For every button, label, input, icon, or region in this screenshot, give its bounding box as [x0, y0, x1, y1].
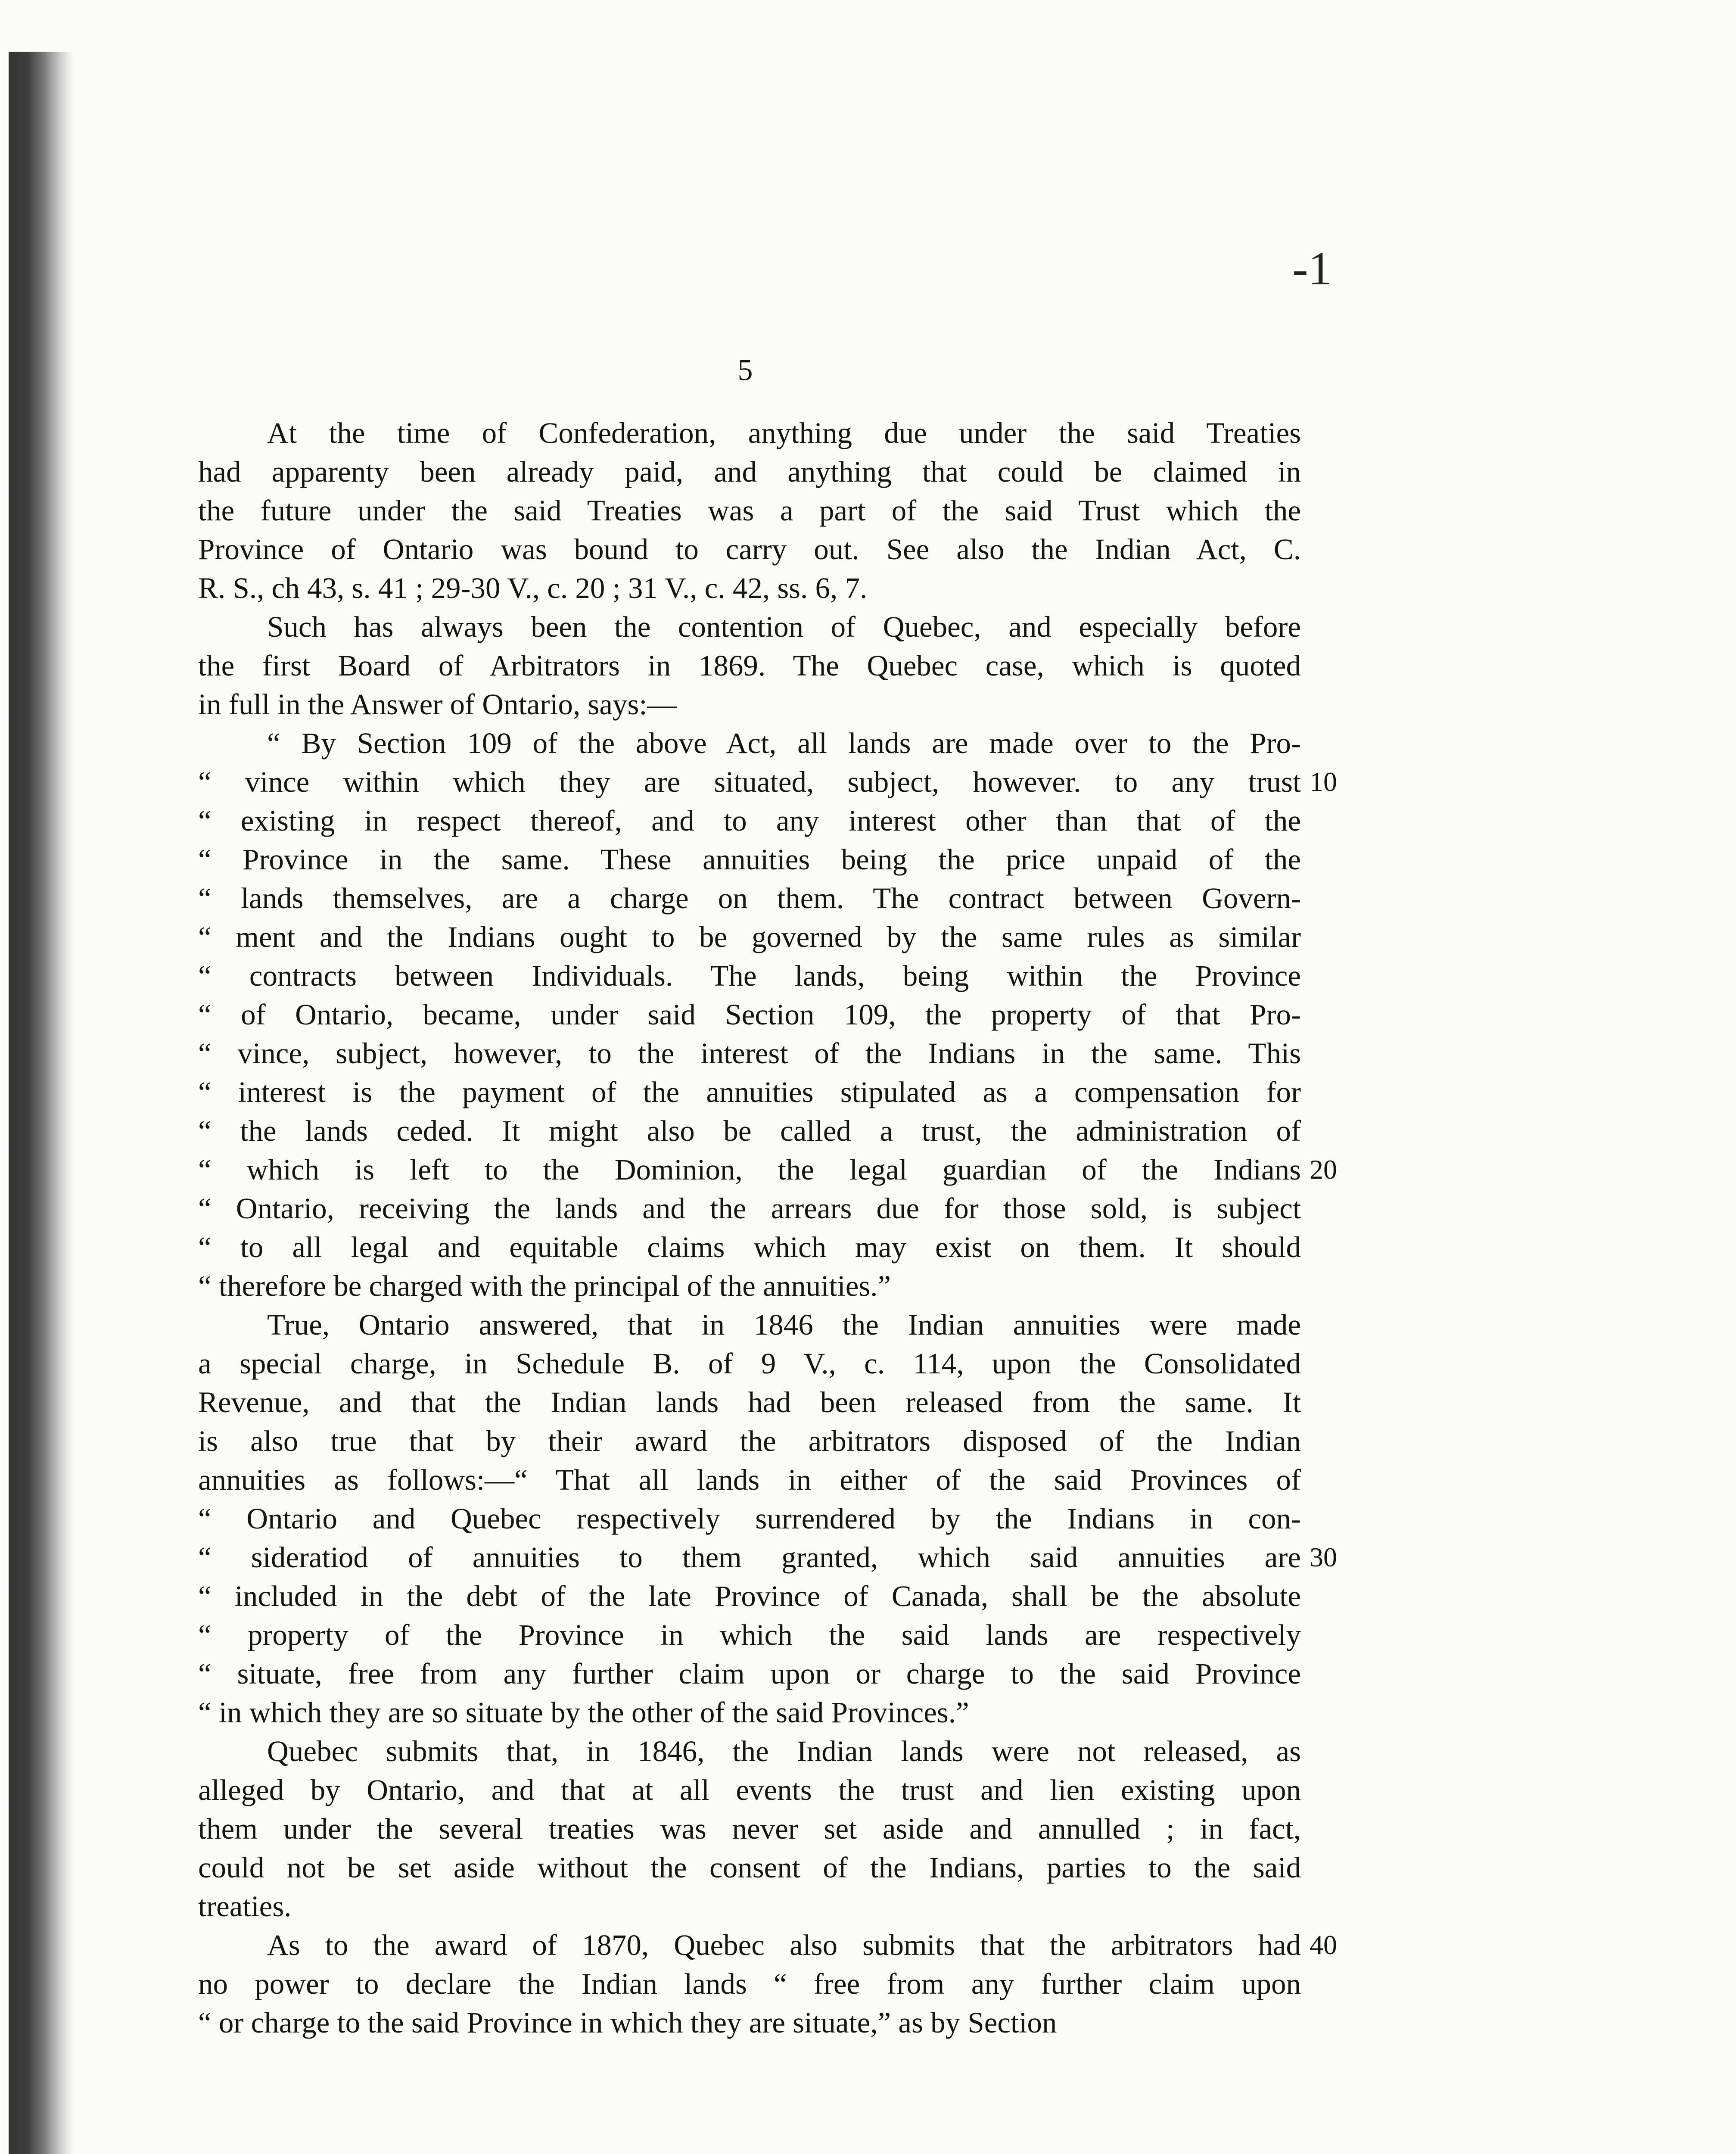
text-line: the future under the said Treaties was a part of the said Trust which the [198, 494, 1301, 527]
text-line: annuities as follows:—“ That all lands in either of the said Provinces of [198, 1463, 1301, 1496]
text-line: “ By Section 109 of the above Act, all lands are made over to the Pro- [267, 727, 1301, 760]
page-number: 5 [737, 354, 753, 387]
text-line: treaties. [198, 1890, 292, 1923]
text-line: “ Province in the same. These annuities being the price unpaid of the [198, 843, 1301, 876]
text-line: “ therefore be charged with the principal of the annuities.” [198, 1270, 891, 1302]
text-line: Such has always been the contention of Quebec, and especially before [267, 610, 1301, 643]
line-number: 40 [1310, 1930, 1337, 1960]
text-line: is also true that by their award the arbitrators disposed of the Indian [198, 1425, 1301, 1457]
text-line: the first Board of Arbitrators in 1869. The Quebec case, which is quoted [198, 649, 1301, 682]
text-line: Province of Ontario was bound to carry out. See also the Indian Act, C. [198, 533, 1301, 566]
text-line: no power to declare the Indian lands “ free from any further claim upon [198, 1967, 1301, 2000]
text-line: “ contracts between Individuals. The lands, being within the Province [198, 959, 1301, 992]
text-line: “ to all legal and equitable claims which may exist on them. It should [198, 1231, 1301, 1264]
text-line: them under the several treaties was never set aside and annulled ; in fact, [198, 1812, 1301, 1845]
text-line: At the time of Confederation, anything due under the said Treaties [267, 417, 1301, 449]
text-line: “ vince within which they are situated, subject, however. to any trust [198, 766, 1301, 798]
text-line: “ Ontario and Quebec respectively surrendered by the Indians in con- [198, 1502, 1301, 1535]
text-line: had apparenty been already paid, and anything that could be claimed in [198, 455, 1301, 488]
line-number: 10 [1310, 766, 1337, 797]
text-line: “ existing in respect thereof, and to any interest other than that of the [198, 804, 1301, 837]
text-line: could not be set aside without the consent of the Indians, parties to the said [198, 1851, 1301, 1884]
text-line: “ which is left to the Dominion, the legal guardian of the Indians [198, 1153, 1301, 1186]
text-line: True, Ontario answered, that in 1846 the Indian annuities were made [267, 1308, 1301, 1341]
line-number: 20 [1310, 1154, 1337, 1185]
text-line: “ Ontario, receiving the lands and the arrears due for those sold, is subject [198, 1192, 1301, 1225]
text-line: “ or charge to the said Province in which they are situate,” as by Section [198, 2006, 1057, 2039]
text-line: “ vince, subject, however, to the interest of the Indians in the same. This [198, 1037, 1301, 1070]
text-line: “ sideratiod of annuities to them granted, which said annuities are [198, 1541, 1301, 1574]
text-line: Quebec submits that, in 1846, the Indian lands were not released, as [267, 1735, 1301, 1768]
text-line: “ property of the Province in which the said lands are respectively [198, 1619, 1301, 1651]
text-line: Revenue, and that the Indian lands had been released from the same. It [198, 1386, 1301, 1419]
text-line: As to the award of 1870, Quebec also submits that the arbitrators had [267, 1929, 1301, 1961]
document-body [198, 414, 1301, 2042]
text-line: “ the lands ceded. It might also be called a trust, the administration of [198, 1114, 1301, 1147]
text-line: “ situate, free from any further claim upon or charge to the said Province [198, 1657, 1301, 1690]
text-line: “ of Ontario, became, under said Section 109, the property of that Pro- [198, 998, 1301, 1031]
text-line: “ in which they are so situate by the other of the said Provinces.” [198, 1696, 969, 1729]
text-line: in full in the Answer of Ontario, says:— [198, 688, 677, 721]
scan-binding-edge [9, 52, 73, 2154]
text-line: “ included in the debt of the late Province of Canada, shall be the absolute [198, 1580, 1301, 1612]
line-number: 30 [1310, 1542, 1337, 1572]
text-line: “ ment and the Indians ought to be governed by the same rules as similar [198, 921, 1301, 953]
text-line: “ lands themselves, are a charge on them. The contract between Govern- [198, 882, 1301, 915]
text-line: alleged by Ontario, and that at all events the trust and lien existing upon [198, 1774, 1301, 1806]
text-line: “ interest is the payment of the annuities stipulated as a compensation for [198, 1076, 1301, 1108]
text-line: a special charge, in Schedule B. of 9 V., c. 114, upon the Consolidated [198, 1347, 1301, 1380]
margin-mark: -1 [1292, 242, 1332, 295]
text-line: R. S., ch 43, s. 41 ; 29-30 V., c. 20 ; 31 V., c. 42, ss. 6, 7. [198, 572, 868, 604]
